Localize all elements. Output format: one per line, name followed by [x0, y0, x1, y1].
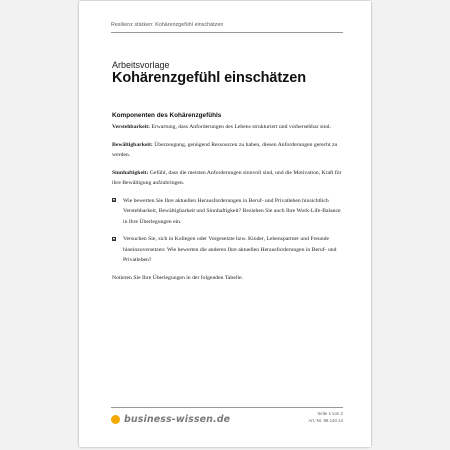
article-number: Art.-Nr. 98.140.14: [308, 417, 343, 423]
component-description: Überzeugung, genügend Ressourcen zu haben, diesen Anforderungen gerecht zu werden.: [112, 141, 338, 158]
component-description: Erwartung, dass Anforderungen des Lebens strukturiert und vorhersehbar sind.: [151, 124, 331, 130]
component-term: Sinnhaftigkeit:: [112, 169, 149, 176]
component-term: Bewältigbarkeit:: [112, 141, 153, 148]
component-term: Verstehbarkeit:: [112, 124, 151, 130]
task-item: [112, 196, 342, 228]
task-item: [112, 234, 342, 266]
brand-logo: [111, 414, 230, 425]
footer-meta: [308, 411, 343, 424]
component-paragraph: [112, 122, 342, 133]
section-heading: Komponenten des Kohärenzgefühls: [112, 112, 222, 119]
footer-divider: [111, 407, 343, 408]
document-subtitle: Arbeitsvorlage: [112, 60, 170, 70]
header-divider: [111, 32, 343, 33]
document-page: [79, 1, 371, 447]
logo-text: business-wissen.de: [124, 414, 231, 425]
task-text: Versuchen Sie, sich in Kollegen oder Vorgesetzte bzw. Kinder, Lebenspartner und Freunde hineinzuversetzen: Wie bewerten die anderen Ihre aktuellen Herausforderungen in Beruf- und Privatleben?: [123, 236, 337, 263]
task-text: Wie bewerten Sie Ihre aktuellen Herausforderungen in Beruf- und Privatleben hinsichtlich Verstehbarkeit, Bewältigbarkeit und Sinnhaftigkeit? Beziehen Sie auch Ihre Work-Life-Balance in Ihre Überlegungen ein.: [123, 197, 341, 225]
document-body: [112, 111, 342, 283]
page-number: Seite 1 von 2: [317, 411, 343, 416]
document-title: Kohärenzgefühl einschätzen: [112, 70, 306, 86]
checkbox-checked-icon: [112, 237, 116, 241]
checkbox-checked-icon: [112, 198, 116, 202]
logo-dot-icon: [111, 415, 120, 424]
component-description: Gefühl, dass die meisten Anforderungen sinnvoll sind, und die Motivation, Kraft für ihre Bewältigung aufzubringen.: [112, 169, 342, 186]
running-header: Resilienz stärken: Kohärenzgefühl einschätzen: [111, 22, 224, 28]
instruction-note: Notieren Sie Ihre Überlegungen in der folgenden Tabelle.: [112, 274, 243, 281]
component-paragraph: [112, 140, 342, 161]
component-paragraph: [112, 168, 342, 189]
